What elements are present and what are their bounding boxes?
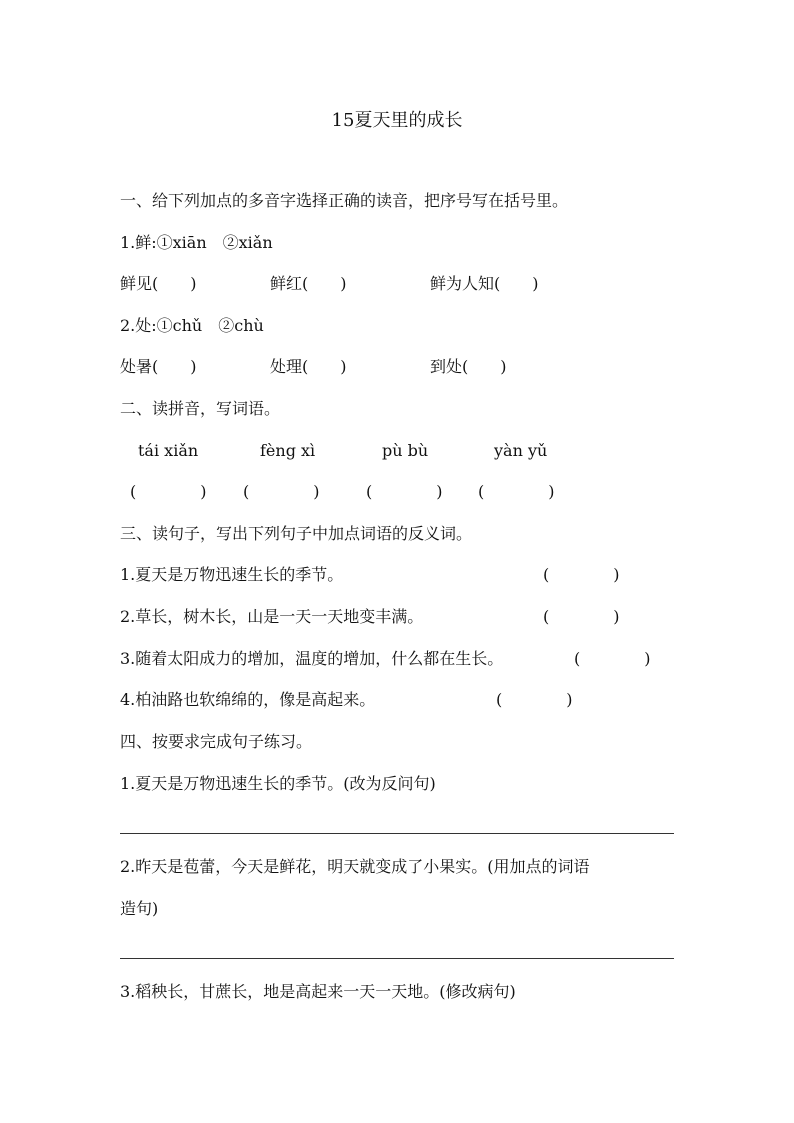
s4-q2-line1: 2.昨天是苞蕾，今天是鲜花，明天就变成了小果实。(用加点的词语 [120,857,590,876]
s3-item-3: 3.随着太阳成力的增加，温度的增加，什么都在生长。 [120,649,504,668]
q2-word-2[interactable]: 处理( ) [270,357,347,376]
pinyin-answer-1[interactable]: ( ) [130,482,207,501]
s3-item-4: 4.柏油路也软绵绵的，像是高起来。 [120,690,376,709]
section1-heading: 一、给下列加点的多音字选择正确的读音，把序号写在括号里。 [120,191,569,210]
q1-label: 1.鲜:①xiān ②xiǎn [120,233,273,252]
pinyin-2: fèng xì [260,441,316,460]
s4-q1-answer-line[interactable] [120,833,674,834]
q2-word-3[interactable]: 到处( ) [430,357,507,376]
section3-heading: 三、读句子，写出下列句子中加点词语的反义词。 [120,524,473,543]
page-title: 15夏天里的成长 [331,110,463,131]
pinyin-answer-4[interactable]: ( ) [478,482,555,501]
pinyin-1: tái xiǎn [138,441,199,460]
q2-label: 2.处:①chǔ ②chù [120,316,264,335]
q1-word-3[interactable]: 鲜为人知( ) [430,274,539,293]
s3-answer-3[interactable]: ( ) [574,649,651,668]
s4-q2-answer-line[interactable] [120,958,674,959]
section4-heading: 四、按要求完成句子练习。 [120,732,313,751]
q1-word-2[interactable]: 鲜红( ) [270,274,347,293]
s4-q2-line2: 造句) [120,899,159,918]
s3-item-1: 1.夏天是万物迅速生长的季节。 [120,565,344,584]
s4-q3: 3.稻秧长，甘蔗长，地是高起来一天一天地。(修改病句) [120,982,516,1001]
s3-item-2: 2.草长，树木长，山是一天一天地变丰满。 [120,607,424,626]
pinyin-answer-3[interactable]: ( ) [366,482,443,501]
s3-answer-4[interactable]: ( ) [496,690,573,709]
section2-heading: 二、读拼音，写词语。 [120,399,281,418]
q1-word-1[interactable]: 鲜见( ) [120,274,197,293]
q2-word-1[interactable]: 处暑( ) [120,357,197,376]
s3-answer-1[interactable]: ( ) [543,565,620,584]
pinyin-answer-2[interactable]: ( ) [243,482,320,501]
s4-q1: 1.夏天是万物迅速生长的季节。(改为反问句) [120,774,436,793]
pinyin-4: yàn yǔ [494,441,548,460]
pinyin-3: pù bù [382,441,429,460]
s3-answer-2[interactable]: ( ) [543,607,620,626]
